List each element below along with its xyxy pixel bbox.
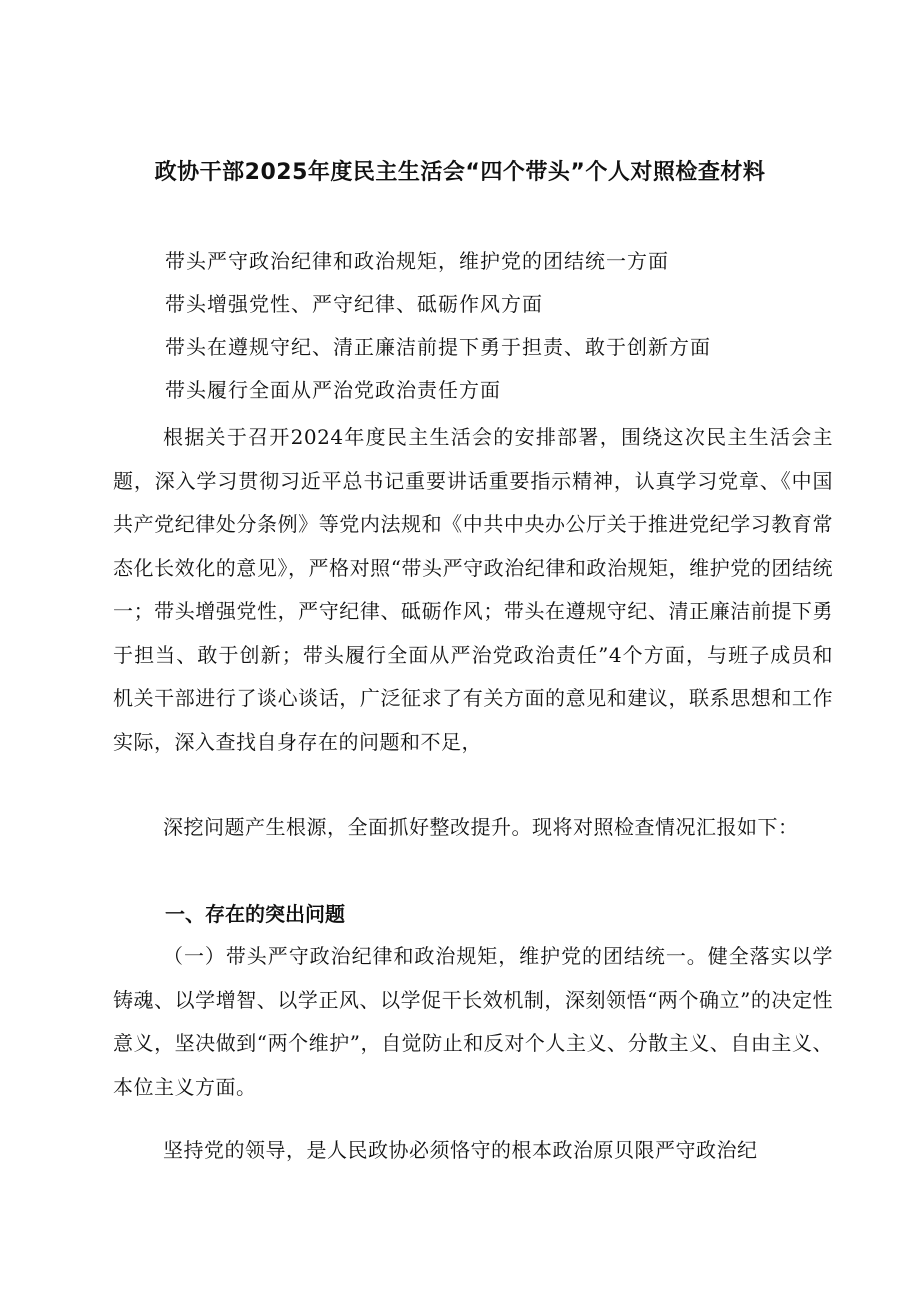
topic-line-1: 带头严守政治纪律和政治规矩，维护党的团结统一方面	[165, 249, 669, 273]
intro-paragraph: 根据关于召开2024年度民主生活会的安排部署，围绕这次民主生活会主题，深入学习贯彻习近平总书记重要讲话重要指示精神，认真学习党章、《中国共产党纪律处分条例》等党内法规和《中共中央办公厅关于推进党纪学习教育常态化长效化的意见》，严格对照“带头严守政治纪律和政治规矩，维护党的团结统一；带头增强党性，严守纪律、砥砺作风；带头在遵规守纪、清正廉洁前提下勇于担当、敢于创新；带头履行全面从严治党政治责任”4个方面，与班子成员和机关干部进行了谈心谈话，广泛征求了有关方面的意见和建议，联系思想和工作实际，深入查找自身存在的问题和不足，	[113, 425, 833, 754]
subsection-paragraph: （一）带头严守政治纪律和政治规矩，维护党的团结统一。健全落实以学铸魂、以学增智、以学正风、以学促干长效机制，深刻领悟“两个确立”的决定性意义，坚决做到“两个维护”，自觉防止和反对个人主义、分散主义、自由主义、本位主义方面。	[113, 944, 833, 1099]
last-paragraph: 坚持党的领导，是人民政协必须恪守的根本政治原贝限严守政治纪	[163, 1138, 758, 1162]
second-paragraph: 深挖问题产生根源，全面抓好整改提升。现将对照检查情况汇报如下：	[163, 815, 799, 839]
section-heading: 一、存在的突出问题	[165, 902, 345, 926]
topic-line-2: 带头增强党性、严守纪律、砥砺作风方面	[165, 292, 543, 316]
topic-line-3: 带头在遵规守纪、清正廉洁前提下勇于担责、敢于创新方面	[165, 335, 711, 359]
document-title: 政协干部2025年度民主生活会“四个带头”个人对照检查材料	[154, 160, 766, 185]
topic-line-4: 带头履行全面从严治党政治责任方面	[165, 378, 501, 402]
